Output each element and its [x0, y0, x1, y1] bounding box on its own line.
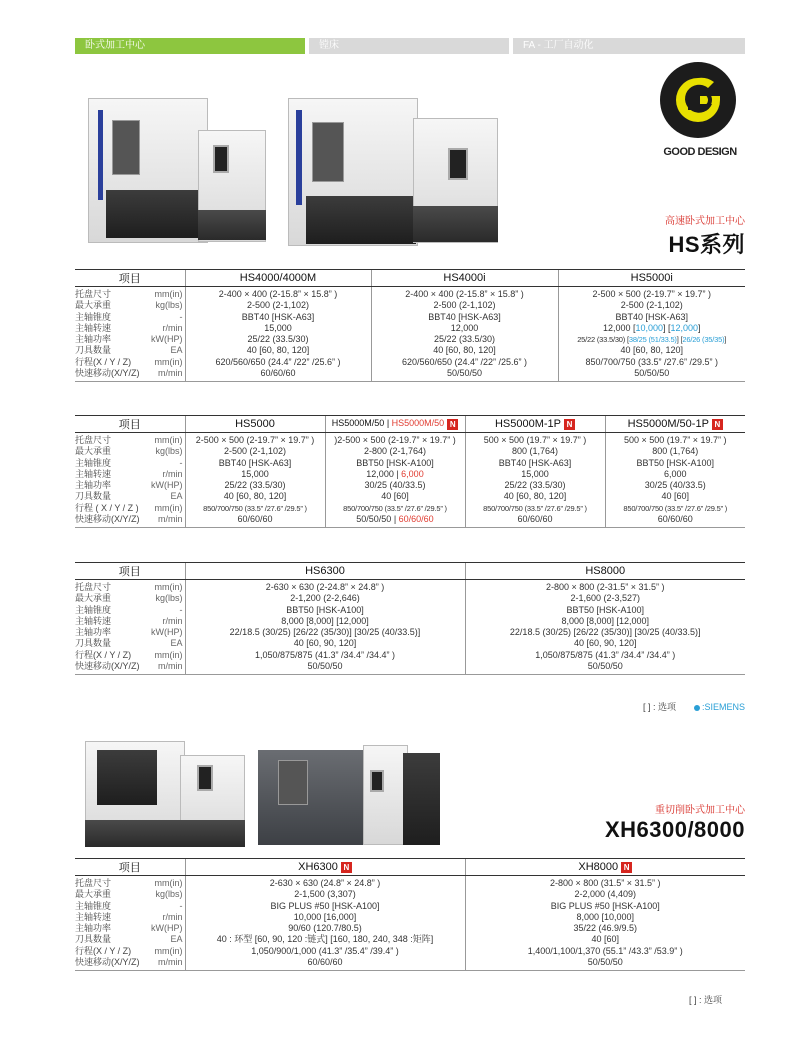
- row-label: 最大承重: [75, 889, 112, 900]
- row-label: 刀具数量: [75, 638, 112, 649]
- spec-cell: BIG PLUS #50 [HSK-A100]: [185, 901, 465, 912]
- spec-cell: 40 [60, 90, 120]: [185, 638, 465, 649]
- spec-cell: 2-1,500 (3,307): [185, 889, 465, 900]
- spec-cell: 500 × 500 (19.7” × 19.7” ): [605, 433, 745, 447]
- spec-cell: 12,000 [10,000] [12,000]: [558, 323, 745, 334]
- spec-cell: 50/50/50: [371, 368, 558, 382]
- row-label: 主轴转速: [75, 911, 112, 922]
- spec-cell: 40 [60]: [605, 491, 745, 502]
- new-badge: N: [341, 862, 352, 873]
- new-badge: N: [447, 419, 458, 430]
- spec-cell: 10,000 [16,000]: [185, 912, 465, 923]
- spec-cell: 50/50/50 | 60/60/60: [325, 514, 465, 528]
- spec-cell: 35/22 (46.9/9.5): [465, 923, 745, 934]
- spec-cell: 40 [60]: [325, 491, 465, 502]
- row-label: 主轴锥度: [75, 604, 112, 615]
- xh8000-machine-image: [258, 735, 440, 850]
- row-unit: kW(HP): [151, 923, 183, 934]
- new-badge: N: [564, 419, 575, 430]
- spec-cell: 40 [60, 90, 120]: [465, 638, 745, 649]
- spec-cell: 22/18.5 (30/25) [26/22 (35/30)] [30/25 (40/33.5)]: [465, 627, 745, 638]
- spec-cell: 2-500 × 500 (2-19.7” × 19.7” ): [558, 287, 745, 301]
- siemens-value: 10,000: [635, 322, 663, 333]
- row-unit: mm(in): [154, 649, 183, 660]
- row-label: 最大承重: [75, 446, 112, 457]
- row-unit: mm(in): [154, 289, 183, 299]
- row-unit: kg(lbs): [155, 889, 183, 900]
- siemens-value: 38/25 (51/33.5): [628, 335, 677, 345]
- spec-cell: 12,000: [371, 323, 558, 334]
- spec-cell: 2-400 × 400 (2-15.8” × 15.8” ): [185, 287, 371, 301]
- row-unit: kW(HP): [151, 334, 183, 345]
- new-badge: N: [621, 862, 632, 873]
- item-header: 项目: [75, 859, 185, 876]
- option-legend-bottom: [ ] : 选项: [688, 995, 722, 1005]
- col-header: HS6300: [185, 563, 465, 580]
- row-label: 主轴功率: [75, 480, 112, 491]
- spec-cell: 850/700/750 (33.5” /27.6” /29.5” ): [325, 503, 465, 514]
- spec-cell: 500 × 500 (19.7” × 19.7” ): [465, 433, 605, 447]
- spec-cell: 2-500 (2-1,102): [185, 300, 371, 311]
- row-unit: r/min: [162, 322, 183, 333]
- spec-cell: 850/700/750 (33.5” /27.6” /29.5” ): [558, 357, 745, 368]
- row-unit: -: [179, 900, 183, 911]
- row-label: 主轴锥度: [75, 900, 112, 911]
- row-unit: mm(in): [154, 502, 183, 513]
- tab-boring-machine[interactable]: 镗床: [309, 38, 509, 54]
- spec-cell: BBT40 [HSK-A63]: [185, 312, 371, 323]
- xh6300-machine-image: [85, 735, 245, 850]
- row-label: 刀具数量: [75, 345, 112, 356]
- spec-cell: 2-630 × 630 (24.8” × 24.8” ): [185, 876, 465, 890]
- spec-cell: 620/560/650 (24.4” /22” /25.6” ): [185, 357, 371, 368]
- row-label: 主轴转速: [75, 615, 112, 626]
- item-header: 项目: [75, 270, 185, 287]
- spec-cell: BBT50 [HSK-A100]: [325, 458, 465, 469]
- row-unit: kg(lbs): [155, 593, 183, 604]
- row-unit: EA: [170, 345, 183, 356]
- spec-cell: )2-500 × 500 (2-19.7” × 19.7” ): [325, 433, 465, 447]
- spec-cell: 2-800 × 800 (31.5” × 31.5” ): [465, 876, 745, 890]
- spec-cell: 2-1,600 (2-3,527): [465, 593, 745, 604]
- row-label: 刀具数量: [75, 491, 112, 502]
- row-label: 主轴功率: [75, 923, 112, 934]
- spec-cell: 2-1,200 (2-2,646): [185, 593, 465, 604]
- row-label: 快速移动(X/Y/Z): [75, 957, 147, 971]
- col-header: HS5000M/50-1P N: [605, 416, 745, 433]
- row-unit: r/min: [162, 468, 183, 479]
- spec-cell: 2-630 × 630 (2-24.8” × 24.8” ): [185, 580, 465, 594]
- row-unit: -: [179, 311, 183, 322]
- good-design-logo: [660, 62, 736, 138]
- spec-cell: 30/25 (40/33.5): [605, 480, 745, 491]
- spec-cell: 2-500 (2-1,102): [558, 300, 745, 311]
- row-unit: EA: [170, 491, 183, 502]
- table-legend: [643, 700, 745, 713]
- option-legend: [ ] : 选项: [642, 702, 676, 712]
- item-header: 项目: [75, 563, 185, 580]
- spec-cell: 50/50/50: [465, 661, 745, 675]
- spec-cell: BBT40 [HSK-A63]: [465, 458, 605, 469]
- tab-factory-automation[interactable]: FA - 工厂自动化: [513, 38, 745, 54]
- category-tabs: [75, 38, 745, 54]
- row-label: 主轴锥度: [75, 311, 112, 322]
- spec-cell: 22/18.5 (30/25) [26/22 (35/30)] [30/25 (40/33.5)]: [185, 627, 465, 638]
- row-unit: kg(lbs): [155, 446, 183, 457]
- spec-table-hs6300-hs8000: [75, 562, 745, 675]
- spec-cell: 40 [60, 80, 120]: [465, 491, 605, 502]
- spec-cell: 850/700/750 (33.5” /27.6” /29.5” ): [185, 503, 325, 514]
- spec-cell: 15,000: [465, 469, 605, 480]
- spec-cell: 2-2,000 (4,409): [465, 889, 745, 900]
- row-unit: mm(in): [154, 435, 183, 445]
- spec-cell: 50/50/50: [465, 957, 745, 971]
- spec-cell: 60/60/60: [185, 957, 465, 971]
- siemens-value: 26/26 (35/35): [682, 335, 725, 345]
- row-label: 主轴转速: [75, 322, 112, 333]
- spec-cell: 15,000: [185, 469, 325, 480]
- spec-cell: 12,000 | 6,000: [325, 469, 465, 480]
- spec-cell: 620/560/650 (24.4” /22” /25.6” ): [371, 357, 558, 368]
- row-unit: mm(in): [154, 945, 183, 956]
- row-label: 托盘尺寸: [75, 582, 112, 592]
- col-header: HS8000: [465, 563, 745, 580]
- spec-cell: BIG PLUS #50 [HSK-A100]: [465, 901, 745, 912]
- spec-cell: 40 [60, 80, 120]: [185, 491, 325, 502]
- spec-cell: 50/50/50: [558, 368, 745, 382]
- col-header: HS4000/4000M: [185, 270, 371, 287]
- spec-cell: 60/60/60: [185, 368, 371, 382]
- row-label: 托盘尺寸: [75, 878, 112, 888]
- row-label: 快速移动(X/Y/Z): [75, 368, 147, 382]
- spec-cell: 2-500 (2-1,102): [185, 446, 325, 457]
- spec-cell: 25/22 (33.5/30) [38/25 (51/33.5)] [26/26 (35/35)]: [558, 334, 745, 345]
- row-unit: EA: [170, 638, 183, 649]
- spec-cell: 6,000: [605, 469, 745, 480]
- spec-cell: 60/60/60: [185, 514, 325, 528]
- spec-cell: BBT50 [HSK-A100]: [185, 605, 465, 616]
- row-label: 主轴功率: [75, 334, 112, 345]
- spec-table-hs5000: [75, 415, 745, 528]
- hs4000-machine-image: [88, 90, 268, 245]
- spec-cell: BBT50 [HSK-A100]: [605, 458, 745, 469]
- spec-cell: BBT40 [HSK-A63]: [558, 312, 745, 323]
- siemens-legend: :SIEMENS: [701, 702, 745, 712]
- spec-cell: 2-400 × 400 (2-15.8” × 15.8” ): [371, 287, 558, 301]
- item-header: 项目: [75, 416, 185, 433]
- col-header: XH6300 N: [185, 859, 465, 876]
- spec-cell: 40 [60, 80, 120]: [185, 345, 371, 356]
- spec-cell: 8,000 [8,000] [12,000]: [185, 616, 465, 627]
- row-unit: m/min: [147, 514, 185, 528]
- spec-cell: BBT40 [HSK-A63]: [371, 312, 558, 323]
- row-unit: kW(HP): [151, 480, 183, 491]
- hs-series-title: HS系列: [668, 232, 745, 257]
- spec-cell: 2-800 (2-1,764): [325, 446, 465, 457]
- spec-cell: 8,000 [10,000]: [465, 912, 745, 923]
- spec-cell: 50/50/50: [185, 661, 465, 675]
- row-label: 快速移动(X/Y/Z): [75, 514, 147, 528]
- row-label: 托盘尺寸: [75, 435, 112, 445]
- row-label: 主轴锥度: [75, 457, 112, 468]
- row-unit: r/min: [162, 911, 183, 922]
- spec-cell: 800 (1,764): [465, 446, 605, 457]
- spec-cell: 1,050/900/1,000 (41.3” /35.4” /39.4” ): [185, 946, 465, 957]
- spec-cell: 40 [60]: [465, 934, 745, 945]
- siemens-dot-icon: [694, 705, 700, 711]
- spec-cell: 40 [60, 80, 120]: [558, 345, 745, 356]
- row-unit: kW(HP): [151, 627, 183, 638]
- spec-cell: 850/700/750 (33.5” /27.6” /29.5” ): [465, 503, 605, 514]
- col-header: HS4000i: [371, 270, 558, 287]
- row-label: 行程(X / Y / Z): [75, 945, 132, 956]
- spec-cell: 1,400/1,100/1,370 (55.1” /43.3” /53.9” ): [465, 946, 745, 957]
- new-badge: N: [712, 419, 723, 430]
- row-label: 最大承重: [75, 300, 112, 311]
- spec-cell: 30/25 (40/33.5): [325, 480, 465, 491]
- spec-cell: 1,050/875/875 (41.3” /34.4” /34.4” ): [465, 650, 745, 661]
- spec-cell: 90/60 (120.7/80.5): [185, 923, 465, 934]
- row-unit: kg(lbs): [155, 300, 183, 311]
- row-label: 行程 ( X / Y / Z ): [75, 502, 139, 513]
- tab-horizontal-machining-center[interactable]: 卧式加工中心: [75, 38, 305, 54]
- row-label: 快速移动(X/Y/Z): [75, 661, 147, 675]
- row-unit: m/min: [147, 661, 185, 675]
- spec-cell: 8,000 [8,000] [12,000]: [465, 616, 745, 627]
- spec-cell: 60/60/60: [465, 514, 605, 528]
- spec-cell: 15,000: [185, 323, 371, 334]
- row-unit: m/min: [147, 957, 185, 971]
- row-label: 行程(X / Y / Z): [75, 649, 132, 660]
- col-header: HS5000M-1P N: [465, 416, 605, 433]
- spec-cell: 25/22 (33.5/30): [185, 480, 325, 491]
- hs-series-subtitle: 高速卧式加工中心: [665, 216, 745, 227]
- row-label: 主轴转速: [75, 468, 112, 479]
- spec-cell: 40 [60, 80, 120]: [371, 345, 558, 356]
- spec-cell: 25/22 (33.5/30): [465, 480, 605, 491]
- col-header: HS5000M/50 | HS5000M/50 N: [325, 416, 465, 433]
- row-label: 主轴功率: [75, 627, 112, 638]
- spec-table-hs4000-hs5000i: [75, 269, 745, 382]
- spec-cell: BBT50 [HSK-A100]: [465, 605, 745, 616]
- spec-cell: 850/700/750 (33.5” /27.6” /29.5” ): [605, 503, 745, 514]
- spec-table-xh6300-xh8000: [75, 858, 745, 971]
- xh-series-subtitle: 重切削卧式加工中心: [655, 805, 745, 816]
- row-unit: EA: [170, 934, 183, 945]
- row-label: 托盘尺寸: [75, 289, 112, 299]
- spec-cell: BBT40 [HSK-A63]: [185, 458, 325, 469]
- row-unit: -: [179, 604, 183, 615]
- row-label: 最大承重: [75, 593, 112, 604]
- spec-cell: 2-800 × 800 (2-31.5” × 31.5” ): [465, 580, 745, 594]
- spec-cell: 25/22 (33.5/30): [185, 334, 371, 345]
- row-unit: -: [179, 457, 183, 468]
- row-unit: mm(in): [154, 356, 183, 367]
- col-header: XH8000 N: [465, 859, 745, 876]
- good-design-label: GOOD DESIGN: [663, 146, 737, 158]
- hs5000-machine-image: [288, 88, 498, 248]
- row-unit: m/min: [147, 368, 185, 382]
- col-header: HS5000: [185, 416, 325, 433]
- siemens-value: 12,000: [670, 322, 699, 333]
- xh-series-title: XH6300/8000: [604, 817, 745, 842]
- col-header: HS5000i: [558, 270, 745, 287]
- row-label: 刀具数量: [75, 934, 112, 945]
- row-unit: r/min: [162, 615, 183, 626]
- spec-cell: 25/22 (33.5/30): [371, 334, 558, 345]
- spec-cell: 800 (1,764): [605, 446, 745, 457]
- row-unit: mm(in): [154, 582, 183, 592]
- spec-cell: 40 : 环型 [60, 90, 120 :链式] [160, 180, 240, 348 :矩阵]: [185, 934, 465, 945]
- row-unit: mm(in): [154, 878, 183, 888]
- spec-cell: 1,050/875/875 (41.3” /34.4” /34.4” ): [185, 650, 465, 661]
- row-label: 行程(X / Y / Z): [75, 356, 132, 367]
- spec-cell: 2-500 (2-1,102): [371, 300, 558, 311]
- spec-cell: 2-500 × 500 (2-19.7” × 19.7” ): [185, 433, 325, 447]
- spec-cell: 60/60/60: [605, 514, 745, 528]
